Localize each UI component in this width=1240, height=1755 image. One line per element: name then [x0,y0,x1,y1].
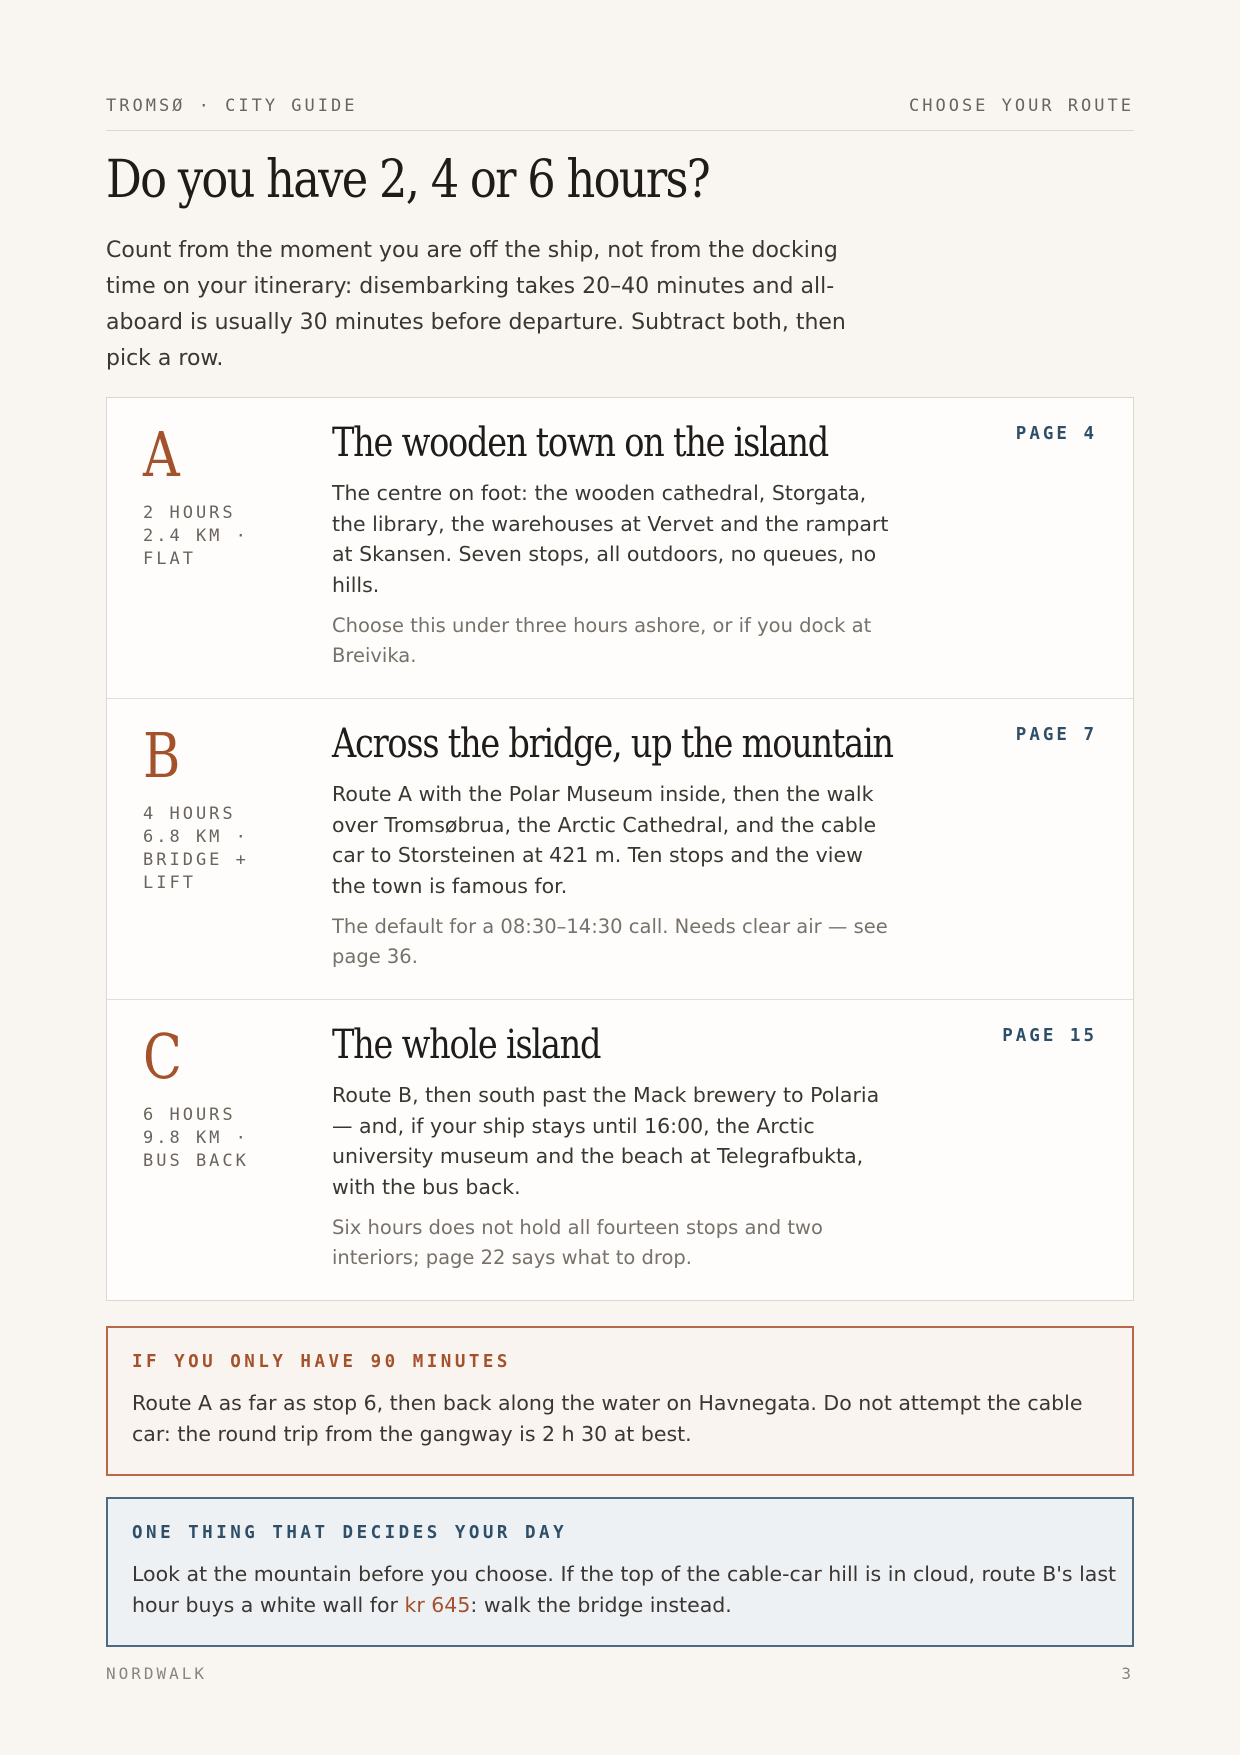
route-row-c [107,999,1133,1300]
intro-paragraph: Count from the moment you are off the ship, not from the docking time on your itinerary: disembarking takes 20–40 minutes and all-aboard is usually 30 minutes before departure. Subtract both, then pick a row. [106,238,846,371]
route-description: Route A with the Polar Museum inside, then the walk over Tromsøbrua, the Arctic Cathedral, and the cable car to Storsteinen at 421 m. Ten stops and the view the town is famous for. [332,782,877,898]
route-note: The default for a 08:30–14:30 call. Needs clear air — see page 36. [332,915,888,968]
route-row-b [107,698,1133,999]
route-name: The wooden town on the island [332,420,828,466]
route-meta: 2 HOURS 2.4 KM · FLAT [143,503,249,569]
route-meta: 4 HOURS 6.8 KM · BRIDGE + LIFT [143,804,249,893]
callout-label: IF YOU ONLY HAVE 90 MINUTES [132,1352,511,1372]
route-name: Across the bridge, up the mountain [332,721,893,767]
route-letter: B [143,719,181,792]
route-note: Six hours does not hold all fourteen stops and two interiors; page 22 says what to drop. [332,1216,823,1269]
route-note: Choose this under three hours ashore, or if you dock at Breivika. [332,614,872,667]
footer-brand: NORDWALK [106,1664,208,1683]
callout-body: Route A as far as stop 6, then back along the water on Havnegata. Do not attempt the cable car: the round trip from the gangway is 2 h 30 at best. [132,1391,1083,1446]
page-number: 3 [1121,1664,1134,1683]
route-page-reference: PAGE 15 [1002,1026,1097,1046]
route-description: The centre on foot: the wooden cathedral, Storgata, the library, the warehouses at Vervet and the rampart at Skansen. Seven stops, all outdoors, no queues, no hills. [332,481,889,597]
header-guide-name: TROMSØ · CITY GUIDE [106,96,358,116]
callout-body-text-end: : walk the bridge instead. [470,1592,732,1617]
route-name: The whole island [332,1022,601,1068]
route-description: Route B, then south past the Mack brewery to Polaria — and, if your ship stays until 16:00, the Arctic university museum and the beach at Telegrafbukta, with the bus back. [332,1083,880,1199]
route-letter: C [143,1020,182,1093]
route-page-reference: PAGE 7 [1015,725,1097,745]
cable-car-price: kr 645 [404,1592,471,1617]
callout-decides-your-day [106,1497,1134,1647]
callout-body-text: Look at the mountain before you choose. If the top of the cable-car hill is in cloud, route B's last hour buys a white wall for [132,1562,1117,1617]
callout-90-minutes [106,1326,1134,1476]
route-page-reference: PAGE 4 [1015,424,1097,444]
route-row-a [107,398,1133,698]
page-header [106,96,1134,131]
callout-label: ONE THING THAT DECIDES YOUR DAY [132,1523,568,1543]
page-title: Do you have 2, 4 or 6 hours? [106,150,710,210]
callout-body [132,1559,1117,1620]
header-section-name: CHOOSE YOUR ROUTE [909,96,1134,116]
route-table [106,397,1134,1301]
route-letter: A [143,418,180,491]
route-meta: 6 HOURS 9.8 KM · BUS BACK [143,1105,249,1171]
